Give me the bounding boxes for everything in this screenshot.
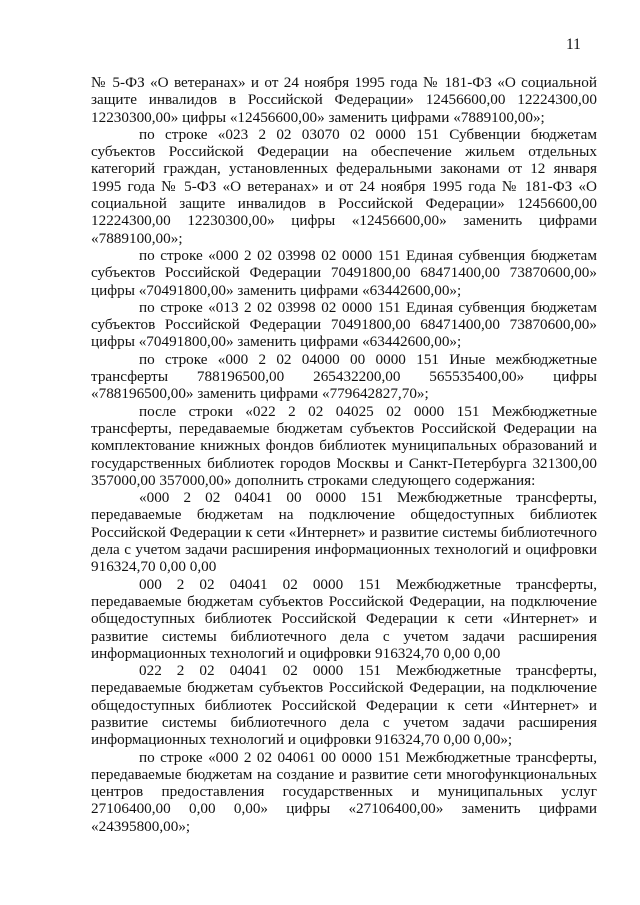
paragraph: после строки «022 2 02 04025 02 0000 151 Межбюджетные трансферты, передаваемые бюджетам субъектов Российской Федерации на комплектование книжных фондов библиотек муниципальных образований и государственных библиотек городов Москвы и Санкт-Петербурга 321300,00 357000,00 357000,00» дополнить строками следующего содержания: xyxy=(91,402,597,489)
paragraph: по строке «000 2 02 04000 00 0000 151 Иные межбюджетные трансферты 788196500,00 265432200,00 565535400,00» цифры «788196500,00» заменить цифрами «779642827,70»; xyxy=(91,350,597,403)
paragraph: «000 2 02 04041 00 0000 151 Межбюджетные трансферты, передаваемые бюджетам на подключение общедоступных библиотек Российской Федерации к сети «Интернет» и развитие системы библиотечного дела с учетом задачи расширения информационных технологий и оцифровки 916324,70 0,00 0,00 xyxy=(91,489,597,576)
document-body xyxy=(91,74,597,835)
paragraph: по строке «013 2 02 03998 02 0000 151 Единая субвенция бюджетам субъектов Российской Федерации 70491800,00 68471400,00 73870600,00» цифры «70491800,00» заменить цифрами «63442600,00»; xyxy=(91,298,597,351)
paragraph: по строке «000 2 02 03998 02 0000 151 Единая субвенция бюджетам субъектов Российской Федерации 70491800,00 68471400,00 73870600,00» цифры «70491800,00» заменить цифрами «63442600,00»; xyxy=(91,246,597,299)
paragraph: по строке «000 2 02 04061 00 0000 151 Межбюджетные трансферты, передаваемые бюджетам на создание и развитие сети многофункциональных центров предоставления государственных и муниципальных услуг 27106400,00 0,00 0,00» цифры «27106400,00» заменить цифрами «24395800,00»; xyxy=(91,748,597,835)
paragraph: 022 2 02 04041 02 0000 151 Межбюджетные трансферты, передаваемые бюджетам субъектов Российской Федерации, на подключение общедоступных библиотек Российской Федерации к сети «Интернет» и развитие системы библиотечного дела с учетом задачи расширения информационных технологий и оцифровки 916324,70 0,00 0,00»; xyxy=(91,662,597,749)
paragraph: № 5-ФЗ «О ветеранах» и от 24 ноября 1995 года № 181-ФЗ «О социальной защите инвалидов в Российской Федерации» 12456600,00 12224300,00 12230300,00» цифры «12456600,00» заменить цифрами «7889100,00»; xyxy=(91,74,597,126)
page-number: 11 xyxy=(566,36,581,53)
paragraph: по строке «023 2 02 03070 02 0000 151 Субвенции бюджетам субъектов Российской Федерации на обеспечение жильем отдельных категорий граждан, установленных федеральными законами от 12 января 1995 года № 5-ФЗ «О ветеранах» и от 24 ноября 1995 года № 181-ФЗ «О социальной защите инвалидов в Российской Федерации» 12456600,00 12224300,00 12230300,00» цифры «12456600,00» заменить цифрами «7889100,00»; xyxy=(91,125,597,247)
paragraph: 000 2 02 04041 02 0000 151 Межбюджетные трансферты, передаваемые бюджетам субъектов Российской Федерации, на подключение общедоступных библиотек Российской Федерации к сети «Интернет» и развитие системы библиотечного дела с учетом задачи расширения информационных технологий и оцифровки 916324,70 0,00 0,00 xyxy=(91,575,597,662)
